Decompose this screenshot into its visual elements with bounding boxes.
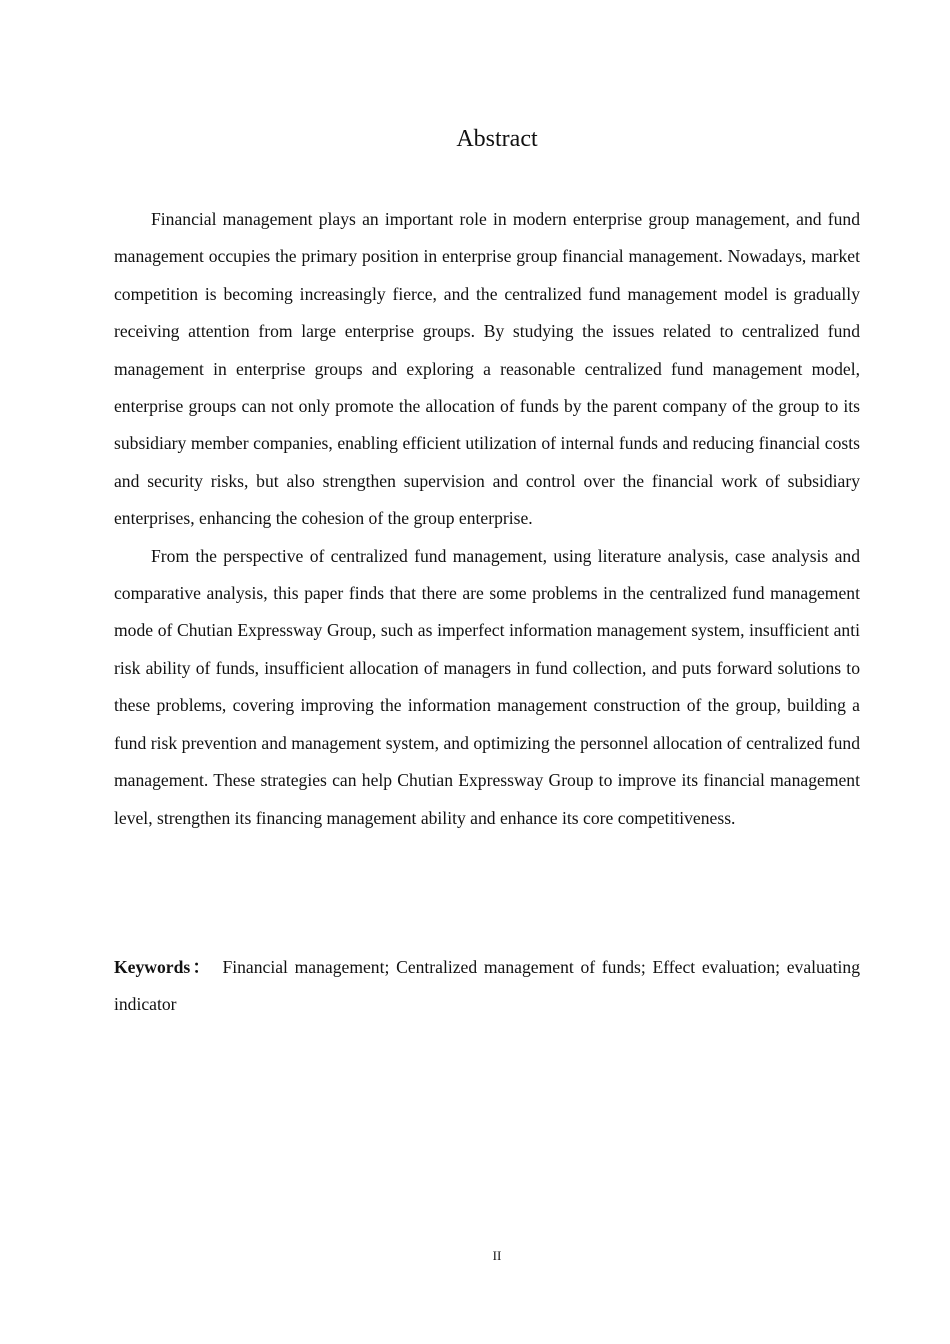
keywords-text: Financial management; Centralized management of funds; Effect evaluation; evaluating indicator — [114, 957, 860, 1015]
keywords-line — [114, 949, 860, 1024]
page-number: II — [492, 1248, 502, 1263]
abstract-body — [114, 201, 860, 837]
abstract-paragraph-2: From the perspective of centralized fund management, using literature analysis, case analysis and comparative analysis, this paper finds that there are some problems in the centralized fund management mode of Chutian Expressway Group, such as imperfect information management system, insufficient anti risk ability of funds, insufficient allocation of managers in fund collection, and puts forward solutions to these problems, covering improving the information management construction of the group, building a fund risk prevention and management system, and optimizing the personnel allocation of centralized fund management. These strategies can help Chutian Expressway Group to improve its financial management level, strengthen its financing management ability and enhance its core competitiveness. — [114, 545, 860, 828]
abstract-paragraph-1: Financial management plays an important role in modern enterprise group management, and fund management occupies the primary position in enterprise group financial management. Nowadays, market competition is becoming increasingly fierce, and the centralized fund management model is gradually receiving attention from large enterprise groups. By studying the issues related to centralized fund management in enterprise groups and exploring a reasonable centralized fund management model, enterprise groups can not only promote the allocation of funds by the parent company of the group to its subsidiary member companies, enabling efficient utilization of internal funds and reducing financial costs and security risks, but also strengthen supervision and control over the financial work of subsidiary enterprises, enhancing the cohesion of the group enterprise. — [114, 209, 860, 529]
keywords-separator: ： — [190, 957, 213, 977]
keywords-label: Keywords — [114, 957, 191, 977]
abstract-title: Abstract — [456, 126, 538, 152]
